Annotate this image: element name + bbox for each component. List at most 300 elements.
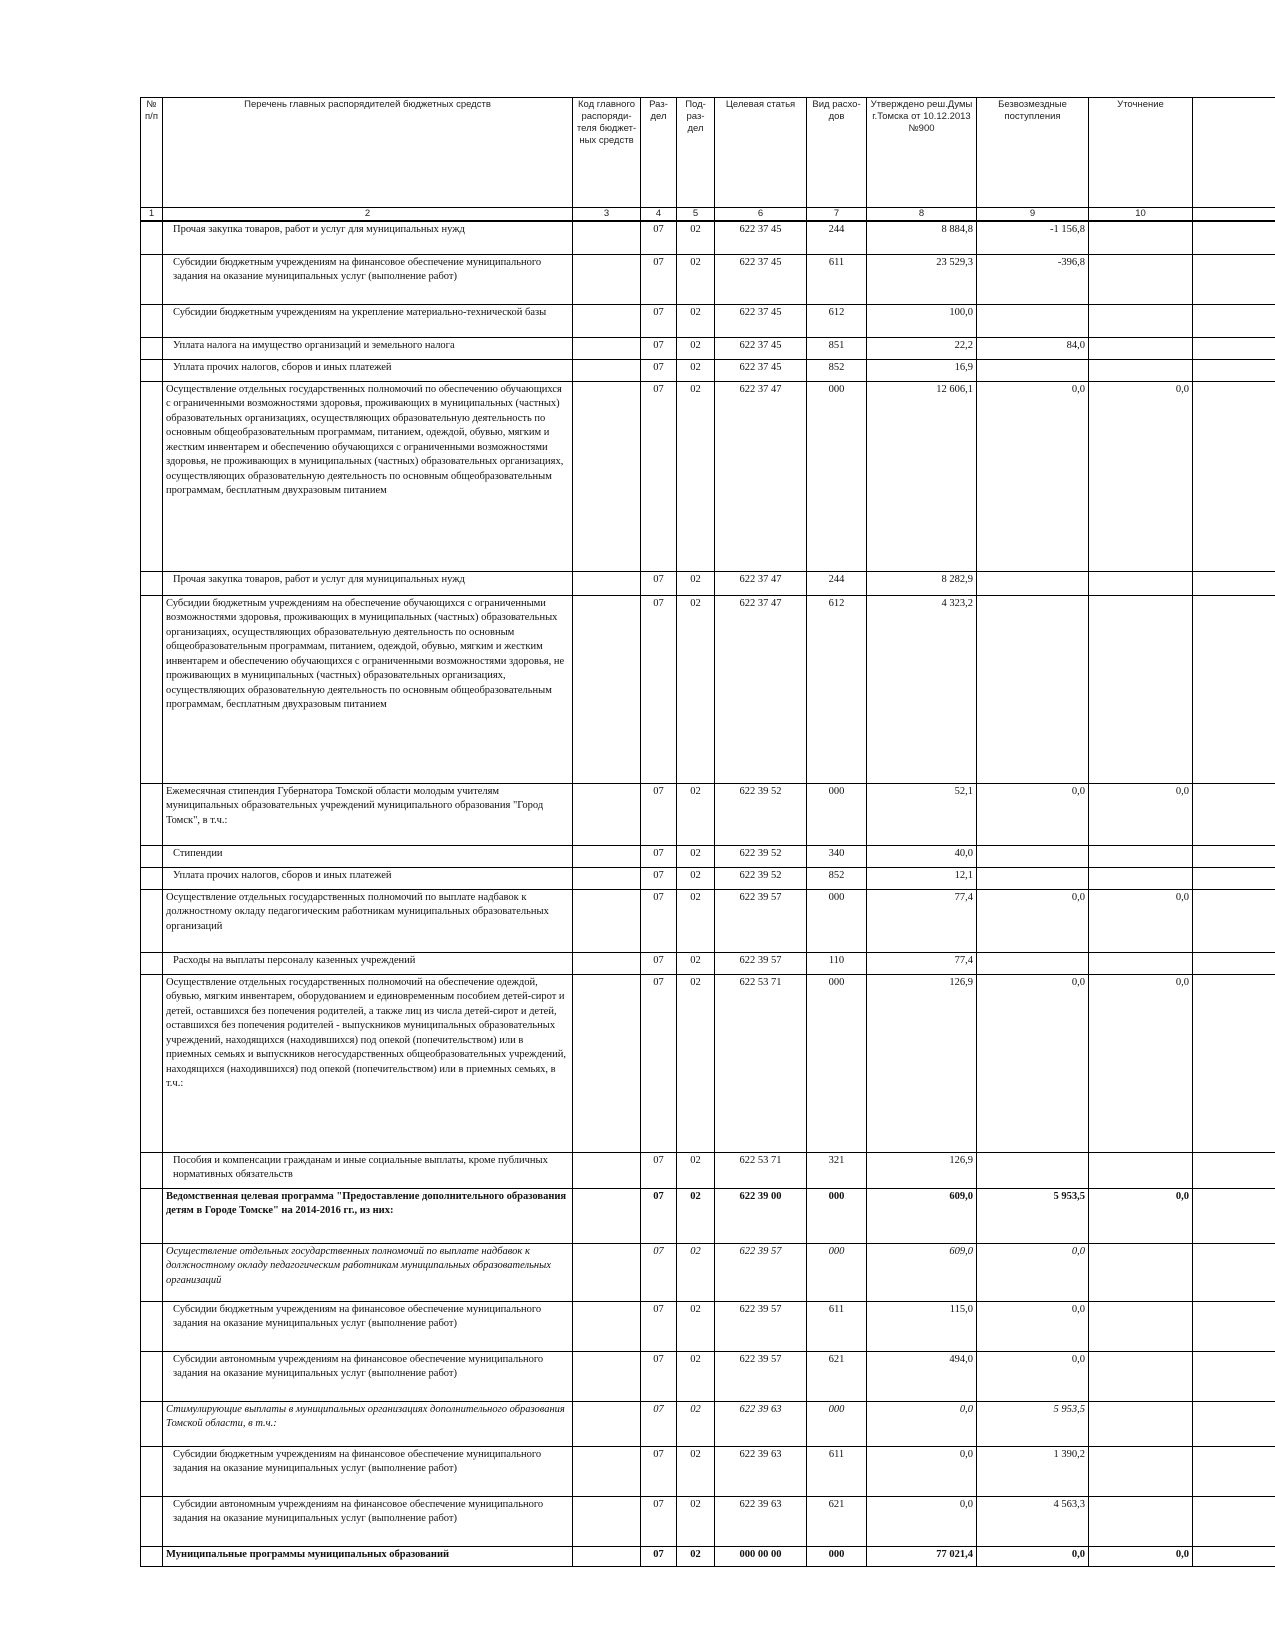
- col-number: 7: [807, 208, 867, 222]
- grants-cell: 5 953,5: [977, 1401, 1089, 1446]
- target-article-cell: 622 37 47: [715, 595, 807, 783]
- approved-amount-cell: 8 884,8: [867, 221, 977, 254]
- row-name: Ежемесячная стипендия Губернатора Томской области молодым учителям муниципальных образовательных учреждений муниципального образования "Город Томск", в т.ч.:: [163, 783, 573, 845]
- razdel-cell: 07: [641, 1152, 677, 1188]
- expense-type-cell: 000: [807, 1243, 867, 1301]
- razdel-cell: 07: [641, 845, 677, 867]
- approved-amount-cell: 23 529,3: [867, 254, 977, 304]
- header-col-4: Раз-дел: [641, 98, 677, 208]
- clarification-cell: [1089, 1446, 1193, 1496]
- podrazdel-cell: 02: [677, 1301, 715, 1351]
- budget-table-body: [141, 221, 1275, 1566]
- podrazdel-cell: 02: [677, 1401, 715, 1446]
- target-article-cell: 622 39 00: [715, 1188, 807, 1243]
- extra-cell: [1193, 1351, 1275, 1401]
- approved-amount-cell: 4 323,2: [867, 595, 977, 783]
- razdel-cell: 07: [641, 571, 677, 595]
- rownum-cell: [141, 571, 163, 595]
- clarification-cell: [1089, 1496, 1193, 1546]
- rownum-cell: [141, 952, 163, 974]
- row-name: Субсидии автономным учреждениям на финансовое обеспечение муниципального задания на оказание муниципальных услуг (выполнение работ): [163, 1351, 573, 1401]
- target-article-cell: 622 53 71: [715, 974, 807, 1152]
- approved-amount-cell: 609,0: [867, 1188, 977, 1243]
- header-row: [141, 98, 1275, 208]
- clarification-cell: [1089, 254, 1193, 304]
- row-name: Субсидии бюджетным учреждениям на финансовое обеспечение муниципального задания на оказание муниципальных услуг (выполнение работ): [163, 1301, 573, 1351]
- podrazdel-cell: 02: [677, 1496, 715, 1546]
- extra-cell: [1193, 1546, 1275, 1566]
- podrazdel-cell: 02: [677, 1351, 715, 1401]
- extra-cell: [1193, 254, 1275, 304]
- approved-amount-cell: 16,9: [867, 359, 977, 381]
- razdel-cell: 07: [641, 1351, 677, 1401]
- razdel-cell: 07: [641, 359, 677, 381]
- podrazdel-cell: 02: [677, 1546, 715, 1566]
- header-col-9: Безвозмездные поступления: [977, 98, 1089, 208]
- expense-type-cell: 321: [807, 1152, 867, 1188]
- header-col-7: Вид расхо-дов: [807, 98, 867, 208]
- col-number: 6: [715, 208, 807, 222]
- expense-type-cell: 611: [807, 1301, 867, 1351]
- extra-cell: [1193, 783, 1275, 845]
- rownum-cell: [141, 1446, 163, 1496]
- rownum-cell: [141, 1496, 163, 1546]
- approved-amount-cell: 100,0: [867, 304, 977, 337]
- target-article-cell: 622 37 45: [715, 304, 807, 337]
- budget-table-page: [140, 97, 1275, 1567]
- razdel-cell: 07: [641, 1188, 677, 1243]
- razdel-cell: 07: [641, 1243, 677, 1301]
- podrazdel-cell: 02: [677, 1152, 715, 1188]
- col-number: 4: [641, 208, 677, 222]
- extra-cell: [1193, 595, 1275, 783]
- razdel-cell: 07: [641, 1301, 677, 1351]
- podrazdel-cell: 02: [677, 304, 715, 337]
- table-row: [141, 221, 1275, 254]
- header-col-3: Код главного распоряди-теля бюджет-ных средств: [573, 98, 641, 208]
- clarification-cell: [1089, 952, 1193, 974]
- row-name: Уплата прочих налогов, сборов и иных платежей: [163, 359, 573, 381]
- rownum-cell: [141, 783, 163, 845]
- grants-cell: 0,0: [977, 381, 1089, 571]
- approved-amount-cell: 22,2: [867, 337, 977, 359]
- clarification-cell: [1089, 337, 1193, 359]
- podrazdel-cell: 02: [677, 254, 715, 304]
- podrazdel-cell: 02: [677, 867, 715, 889]
- table-row: [141, 1496, 1275, 1546]
- extra-cell: [1193, 1243, 1275, 1301]
- extra-cell: [1193, 359, 1275, 381]
- row-name: Субсидии бюджетным учреждениям на укрепление материально-технической базы: [163, 304, 573, 337]
- extra-cell: [1193, 1188, 1275, 1243]
- row-name: Расходы на выплаты персоналу казенных учреждений: [163, 952, 573, 974]
- razdel-cell: 07: [641, 304, 677, 337]
- grants-cell: 0,0: [977, 1546, 1089, 1566]
- gr-code-cell: [573, 974, 641, 1152]
- table-row: [141, 889, 1275, 952]
- expense-type-cell: 340: [807, 845, 867, 867]
- gr-code-cell: [573, 1546, 641, 1566]
- razdel-cell: 07: [641, 1496, 677, 1546]
- podrazdel-cell: 02: [677, 595, 715, 783]
- grants-cell: 1 390,2: [977, 1446, 1089, 1496]
- approved-amount-cell: 40,0: [867, 845, 977, 867]
- target-article-cell: 622 37 47: [715, 381, 807, 571]
- approved-amount-cell: 12 606,1: [867, 381, 977, 571]
- column-number-row: [141, 208, 1275, 222]
- col-number-extra: [1193, 208, 1275, 222]
- target-article-cell: 622 37 45: [715, 221, 807, 254]
- expense-type-cell: 000: [807, 783, 867, 845]
- clarification-cell: [1089, 1243, 1193, 1301]
- header-col-10: Уточнение: [1089, 98, 1193, 208]
- gr-code-cell: [573, 1188, 641, 1243]
- gr-code-cell: [573, 337, 641, 359]
- gr-code-cell: [573, 1152, 641, 1188]
- gr-code-cell: [573, 867, 641, 889]
- podrazdel-cell: 02: [677, 571, 715, 595]
- target-article-cell: 622 53 71: [715, 1152, 807, 1188]
- gr-code-cell: [573, 889, 641, 952]
- header-col-extra: [1193, 98, 1275, 208]
- gr-code-cell: [573, 254, 641, 304]
- grants-cell: 0,0: [977, 1351, 1089, 1401]
- expense-type-cell: 611: [807, 1446, 867, 1496]
- extra-cell: [1193, 304, 1275, 337]
- approved-amount-cell: 115,0: [867, 1301, 977, 1351]
- rownum-cell: [141, 381, 163, 571]
- gr-code-cell: [573, 571, 641, 595]
- clarification-cell: 0,0: [1089, 381, 1193, 571]
- rownum-cell: [141, 304, 163, 337]
- header-col-6: Целевая статья: [715, 98, 807, 208]
- podrazdel-cell: 02: [677, 845, 715, 867]
- table-row: [141, 1301, 1275, 1351]
- extra-cell: [1193, 1301, 1275, 1351]
- approved-amount-cell: 0,0: [867, 1401, 977, 1446]
- gr-code-cell: [573, 1301, 641, 1351]
- expense-type-cell: 851: [807, 337, 867, 359]
- target-article-cell: 000 00 00: [715, 1546, 807, 1566]
- podrazdel-cell: 02: [677, 783, 715, 845]
- razdel-cell: 07: [641, 952, 677, 974]
- rownum-cell: [141, 974, 163, 1152]
- expense-type-cell: 611: [807, 254, 867, 304]
- table-row: [141, 1152, 1275, 1188]
- razdel-cell: 07: [641, 1546, 677, 1566]
- grants-cell: 0,0: [977, 1243, 1089, 1301]
- target-article-cell: 622 37 45: [715, 359, 807, 381]
- grants-cell: [977, 1152, 1089, 1188]
- approved-amount-cell: 77 021,4: [867, 1546, 977, 1566]
- target-article-cell: 622 39 57: [715, 1243, 807, 1301]
- extra-cell: [1193, 1446, 1275, 1496]
- gr-code-cell: [573, 1351, 641, 1401]
- rownum-cell: [141, 1401, 163, 1446]
- target-article-cell: 622 39 52: [715, 783, 807, 845]
- target-article-cell: 622 37 45: [715, 254, 807, 304]
- grants-cell: [977, 845, 1089, 867]
- expense-type-cell: 000: [807, 889, 867, 952]
- podrazdel-cell: 02: [677, 221, 715, 254]
- row-name: Уплата прочих налогов, сборов и иных платежей: [163, 867, 573, 889]
- razdel-cell: 07: [641, 221, 677, 254]
- row-name: Осуществление отдельных государственных полномочий по обеспечению обучающихся с ограниченными возможностями здоровья, проживающих в муниципальных (частных) образовательных организациях, осуществляющих образовательную деятельность по основным общеобразовательным программам, питанием, одеждой, обувью, мягким и жестким инвентарем и обеспечению обучающихся с ограниченными возможностями здоровья, не проживающих в муниципальных (частных) образовательных организациях, осуществляющих образовательную деятельность по основным общеобразовательным программам, бесплатным двухразовым питанием: [163, 381, 573, 571]
- extra-cell: [1193, 867, 1275, 889]
- rownum-cell: [141, 221, 163, 254]
- target-article-cell: 622 37 47: [715, 571, 807, 595]
- row-name: Прочая закупка товаров, работ и услуг для муниципальных нужд: [163, 571, 573, 595]
- gr-code-cell: [573, 1446, 641, 1496]
- row-name: Муниципальные программы муниципальных образований: [163, 1546, 573, 1566]
- podrazdel-cell: 02: [677, 974, 715, 1152]
- extra-cell: [1193, 845, 1275, 867]
- rownum-cell: [141, 1152, 163, 1188]
- razdel-cell: 07: [641, 595, 677, 783]
- row-name: Субсидии бюджетным учреждениям на финансовое обеспечение муниципального задания на оказание муниципальных услуг (выполнение работ): [163, 1446, 573, 1496]
- extra-cell: [1193, 337, 1275, 359]
- podrazdel-cell: 02: [677, 889, 715, 952]
- clarification-cell: [1089, 1152, 1193, 1188]
- target-article-cell: 622 39 63: [715, 1446, 807, 1496]
- approved-amount-cell: 77,4: [867, 889, 977, 952]
- expense-type-cell: 244: [807, 571, 867, 595]
- clarification-cell: 0,0: [1089, 783, 1193, 845]
- razdel-cell: 07: [641, 254, 677, 304]
- col-number: 3: [573, 208, 641, 222]
- clarification-cell: [1089, 359, 1193, 381]
- col-number: 9: [977, 208, 1089, 222]
- target-article-cell: 622 39 63: [715, 1496, 807, 1546]
- gr-code-cell: [573, 595, 641, 783]
- clarification-cell: [1089, 595, 1193, 783]
- grants-cell: -1 156,8: [977, 221, 1089, 254]
- table-row: [141, 1243, 1275, 1301]
- expense-type-cell: 244: [807, 221, 867, 254]
- row-name: Пособия и компенсации гражданам и иные социальные выплаты, кроме публичных нормативных обязательств: [163, 1152, 573, 1188]
- approved-amount-cell: 8 282,9: [867, 571, 977, 595]
- rownum-cell: [141, 359, 163, 381]
- row-name: Осуществление отдельных государственных полномочий по выплате надбавок к должностному окладу педагогическим работникам муниципальных образовательных организаций: [163, 1243, 573, 1301]
- gr-code-cell: [573, 1243, 641, 1301]
- rownum-cell: [141, 845, 163, 867]
- rownum-cell: [141, 889, 163, 952]
- expense-type-cell: 852: [807, 359, 867, 381]
- grants-cell: 4 563,3: [977, 1496, 1089, 1546]
- expense-type-cell: 612: [807, 595, 867, 783]
- approved-amount-cell: 609,0: [867, 1243, 977, 1301]
- row-name: Стимулирующие выплаты в муниципальных организациях дополнительного образования Томской области, в т.ч.:: [163, 1401, 573, 1446]
- grants-cell: [977, 359, 1089, 381]
- approved-amount-cell: 52,1: [867, 783, 977, 845]
- razdel-cell: 07: [641, 974, 677, 1152]
- grants-cell: 0,0: [977, 1301, 1089, 1351]
- approved-amount-cell: 0,0: [867, 1496, 977, 1546]
- expense-type-cell: 000: [807, 381, 867, 571]
- col-number: 8: [867, 208, 977, 222]
- razdel-cell: 07: [641, 337, 677, 359]
- target-article-cell: 622 39 57: [715, 952, 807, 974]
- row-name: Субсидии бюджетным учреждениям на финансовое обеспечение муниципального задания на оказание муниципальных услуг (выполнение работ): [163, 254, 573, 304]
- gr-code-cell: [573, 381, 641, 571]
- table-row: [141, 254, 1275, 304]
- table-row: [141, 974, 1275, 1152]
- expense-type-cell: 612: [807, 304, 867, 337]
- gr-code-cell: [573, 221, 641, 254]
- table-row: [141, 359, 1275, 381]
- target-article-cell: 622 39 63: [715, 1401, 807, 1446]
- header-col-8: Утверждено реш.Думы г.Томска от 10.12.2013 №900: [867, 98, 977, 208]
- extra-cell: [1193, 952, 1275, 974]
- razdel-cell: 07: [641, 867, 677, 889]
- row-name: Субсидии автономным учреждениям на финансовое обеспечение муниципального задания на оказание муниципальных услуг (выполнение работ): [163, 1496, 573, 1546]
- rownum-cell: [141, 337, 163, 359]
- header-col-5: Под-раз-дел: [677, 98, 715, 208]
- target-article-cell: 622 39 57: [715, 889, 807, 952]
- rownum-cell: [141, 1243, 163, 1301]
- clarification-cell: [1089, 1351, 1193, 1401]
- target-article-cell: 622 37 45: [715, 337, 807, 359]
- row-name: Стипендии: [163, 845, 573, 867]
- grants-cell: [977, 304, 1089, 337]
- clarification-cell: [1089, 304, 1193, 337]
- grants-cell: 0,0: [977, 783, 1089, 845]
- extra-cell: [1193, 1152, 1275, 1188]
- target-article-cell: 622 39 52: [715, 845, 807, 867]
- clarification-cell: [1089, 1401, 1193, 1446]
- table-row: [141, 1546, 1275, 1566]
- gr-code-cell: [573, 359, 641, 381]
- table-row: [141, 571, 1275, 595]
- approved-amount-cell: 126,9: [867, 1152, 977, 1188]
- grants-cell: 84,0: [977, 337, 1089, 359]
- extra-cell: [1193, 974, 1275, 1152]
- podrazdel-cell: 02: [677, 1446, 715, 1496]
- expense-type-cell: 000: [807, 1188, 867, 1243]
- table-row: [141, 845, 1275, 867]
- podrazdel-cell: 02: [677, 381, 715, 571]
- table-row: [141, 304, 1275, 337]
- table-row: [141, 1401, 1275, 1446]
- budget-table: [140, 97, 1275, 1567]
- col-number: 2: [163, 208, 573, 222]
- razdel-cell: 07: [641, 1401, 677, 1446]
- clarification-cell: [1089, 845, 1193, 867]
- header-col-2: Перечень главных распорядителей бюджетных средств: [163, 98, 573, 208]
- approved-amount-cell: 12,1: [867, 867, 977, 889]
- clarification-cell: 0,0: [1089, 974, 1193, 1152]
- approved-amount-cell: 0,0: [867, 1446, 977, 1496]
- row-name: Уплата налога на имущество организаций и земельного налога: [163, 337, 573, 359]
- clarification-cell: [1089, 867, 1193, 889]
- extra-cell: [1193, 889, 1275, 952]
- approved-amount-cell: 494,0: [867, 1351, 977, 1401]
- col-number: 5: [677, 208, 715, 222]
- clarification-cell: [1089, 1301, 1193, 1351]
- table-row: [141, 867, 1275, 889]
- grants-cell: 5 953,5: [977, 1188, 1089, 1243]
- table-row: [141, 1446, 1275, 1496]
- expense-type-cell: 110: [807, 952, 867, 974]
- table-row: [141, 337, 1275, 359]
- rownum-cell: [141, 254, 163, 304]
- podrazdel-cell: 02: [677, 952, 715, 974]
- extra-cell: [1193, 1496, 1275, 1546]
- expense-type-cell: 852: [807, 867, 867, 889]
- target-article-cell: 622 39 57: [715, 1301, 807, 1351]
- header-col-1: № п/п: [141, 98, 163, 208]
- rownum-cell: [141, 867, 163, 889]
- expense-type-cell: 621: [807, 1351, 867, 1401]
- extra-cell: [1193, 381, 1275, 571]
- table-row: [141, 595, 1275, 783]
- row-name: Осуществление отдельных государственных полномочий по выплате надбавок к должностному окладу педагогическим работникам муниципальных образовательных организаций: [163, 889, 573, 952]
- gr-code-cell: [573, 1401, 641, 1446]
- target-article-cell: 622 39 52: [715, 867, 807, 889]
- table-row: [141, 952, 1275, 974]
- podrazdel-cell: 02: [677, 359, 715, 381]
- grants-cell: [977, 867, 1089, 889]
- razdel-cell: 07: [641, 783, 677, 845]
- rownum-cell: [141, 1301, 163, 1351]
- rownum-cell: [141, 1546, 163, 1566]
- grants-cell: 0,0: [977, 889, 1089, 952]
- gr-code-cell: [573, 1496, 641, 1546]
- rownum-cell: [141, 595, 163, 783]
- rownum-cell: [141, 1351, 163, 1401]
- approved-amount-cell: 77,4: [867, 952, 977, 974]
- target-article-cell: 622 39 57: [715, 1351, 807, 1401]
- rownum-cell: [141, 1188, 163, 1243]
- table-row: [141, 1351, 1275, 1401]
- expense-type-cell: 000: [807, 1546, 867, 1566]
- grants-cell: 0,0: [977, 974, 1089, 1152]
- gr-code-cell: [573, 952, 641, 974]
- col-number: 1: [141, 208, 163, 222]
- col-number: 10: [1089, 208, 1193, 222]
- row-name: Субсидии бюджетным учреждениям на обеспечение обучающихся с ограниченными возможностями здоровья, проживающих в муниципальных (частных) образовательных организациях, осуществляющих образовательную деятельность по основным общеобразовательным программам, питанием, одеждой, обувью, мягким и жестким инвентарем и обеспечению обучающихся с ограниченными возможностями здоровья, не проживающих в муниципальных (частных) образовательных организациях, осуществляющих образовательную деятельность по основным общеобразовательным программам, бесплатным двухразовым питанием: [163, 595, 573, 783]
- clarification-cell: 0,0: [1089, 1188, 1193, 1243]
- extra-cell: [1193, 571, 1275, 595]
- podrazdel-cell: 02: [677, 337, 715, 359]
- table-row: [141, 381, 1275, 571]
- expense-type-cell: 000: [807, 974, 867, 1152]
- razdel-cell: 07: [641, 1446, 677, 1496]
- row-name: Ведомственная целевая программа "Предоставление дополнительного образования детям в Городе Томске" на 2014-2016 гг., из них:: [163, 1188, 573, 1243]
- gr-code-cell: [573, 845, 641, 867]
- expense-type-cell: 000: [807, 1401, 867, 1446]
- podrazdel-cell: 02: [677, 1188, 715, 1243]
- gr-code-cell: [573, 304, 641, 337]
- row-name: Осуществление отдельных государственных полномочий на обеспечение одеждой, обувью, мягким инвентарем, оборудованием и единовременным пособием детей-сирот и детей, оставшихся без попечения родителей, а также лиц из числа детей-сирот и детей, оставшихся без попечения родителей - выпускников муниципальных образовательных учреждений, находящихся (находившихся) под опекой (попечительством) или в приемных семьях и выпускников негосударственных общеобразовательных учреждений, находящихся (находившихся) под опекой (попечительством) или в приемных семьях, в т.ч.:: [163, 974, 573, 1152]
- grants-cell: -396,8: [977, 254, 1089, 304]
- clarification-cell: [1089, 221, 1193, 254]
- clarification-cell: [1089, 571, 1193, 595]
- clarification-cell: 0,0: [1089, 1546, 1193, 1566]
- gr-code-cell: [573, 783, 641, 845]
- expense-type-cell: 621: [807, 1496, 867, 1546]
- table-row: [141, 1188, 1275, 1243]
- grants-cell: [977, 571, 1089, 595]
- extra-cell: [1193, 1401, 1275, 1446]
- grants-cell: [977, 595, 1089, 783]
- podrazdel-cell: 02: [677, 1243, 715, 1301]
- approved-amount-cell: 126,9: [867, 974, 977, 1152]
- razdel-cell: 07: [641, 381, 677, 571]
- extra-cell: [1193, 221, 1275, 254]
- clarification-cell: 0,0: [1089, 889, 1193, 952]
- table-row: [141, 783, 1275, 845]
